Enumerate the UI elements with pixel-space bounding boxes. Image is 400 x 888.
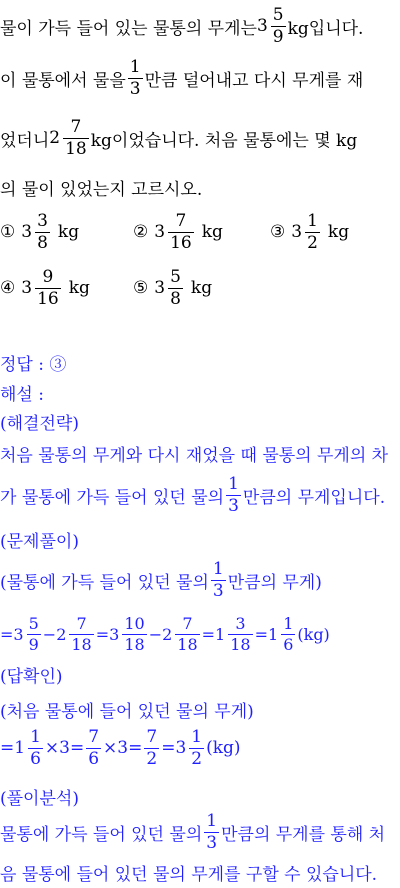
- text: (해결전략): [0, 413, 79, 434]
- numerator: 5: [170, 266, 181, 287]
- text: 물통에 가득 들어 있던 물의: [0, 824, 203, 845]
- unit: kg: [201, 222, 223, 242]
- denominator: 3: [228, 495, 239, 516]
- mixed-whole: 2: [56, 624, 67, 644]
- denominator: 6: [88, 748, 100, 769]
- denominator: 16: [170, 232, 192, 253]
- numerator: 5: [28, 613, 39, 633]
- fraction: [35, 266, 61, 309]
- mixed-whole: 3: [175, 738, 187, 758]
- mixed-whole: 3: [154, 278, 166, 298]
- denominator: 2: [307, 232, 318, 253]
- minus: −: [148, 624, 163, 644]
- text: 었더니: [0, 130, 50, 151]
- numerator: 1: [191, 726, 203, 747]
- text: 해설 :: [0, 384, 44, 405]
- unit: kg: [57, 222, 80, 242]
- mixed-whole: 3: [13, 624, 24, 644]
- text: (물통에 가득 들어 있던 물의: [0, 572, 209, 593]
- text: 만큼의 무게): [227, 572, 322, 593]
- numerator: 1: [206, 810, 218, 831]
- fraction: [86, 726, 101, 769]
- text: 처음 물통의 무게와 다시 재었을 때 물통의 무게의 차: [0, 445, 389, 466]
- numerator: 7: [88, 726, 100, 747]
- fraction: [168, 210, 194, 253]
- analysis-line-1: [0, 812, 385, 852]
- option-mark: ①: [0, 222, 16, 242]
- fraction: [204, 810, 219, 853]
- option-1[interactable]: [0, 212, 79, 252]
- times: ×3=: [44, 738, 85, 758]
- mixed-whole: 3: [256, 16, 268, 36]
- strategy-line-1: [0, 440, 388, 466]
- explanation-label: [0, 380, 44, 404]
- unit: (kg): [297, 624, 330, 644]
- numerator: 1: [212, 558, 224, 579]
- unit: kg: [68, 278, 90, 298]
- numerator: 10: [124, 613, 145, 633]
- fraction: [271, 4, 286, 47]
- text: 음 물통에 들어 있던 물의 무게를 구할 수 있습니다.: [0, 864, 378, 885]
- option-mark: ②: [133, 222, 149, 242]
- fraction: [211, 558, 226, 601]
- fraction: [28, 726, 43, 769]
- denominator: 18: [65, 138, 87, 159]
- numerator: 1: [283, 613, 294, 633]
- minus: −: [42, 624, 57, 644]
- text: 이 물통에서 물을: [0, 70, 126, 91]
- unit: kg: [190, 278, 213, 298]
- mixed-whole: 1: [14, 738, 26, 758]
- question-line-2: [0, 58, 363, 98]
- denominator: 3: [212, 580, 224, 601]
- fraction: [226, 473, 241, 516]
- denominator: 18: [124, 634, 145, 654]
- mixed-whole: 1: [268, 624, 279, 644]
- equals: =: [161, 738, 176, 758]
- option-mark: ③: [270, 222, 286, 242]
- fraction: [128, 56, 143, 99]
- solution-heading: [0, 527, 79, 551]
- equals: =: [95, 624, 110, 644]
- mixed-whole: 2: [49, 128, 61, 148]
- mixed-whole: 3: [21, 278, 33, 298]
- answer-label: [0, 350, 66, 374]
- text: 만큼의 무게입니다.: [242, 487, 386, 508]
- equals: =: [0, 738, 15, 758]
- denominator: 9: [28, 634, 39, 654]
- equals: =: [0, 624, 14, 644]
- numerator: 7: [70, 116, 82, 137]
- numerator: 1: [129, 56, 141, 77]
- mixed-whole: 3: [21, 222, 33, 242]
- text: (풀이분석): [0, 788, 79, 809]
- denominator: 6: [283, 634, 294, 654]
- text: 정답 : ③: [0, 354, 67, 375]
- fraction: [305, 210, 320, 253]
- option-4[interactable]: [0, 268, 90, 308]
- denominator: 2: [146, 748, 158, 769]
- text: (답확인): [0, 666, 63, 687]
- numerator: 7: [146, 726, 158, 747]
- fraction: [189, 726, 204, 769]
- unit: kg: [327, 222, 350, 242]
- text: 가 물통에 가득 들어 있던 물의: [0, 487, 225, 508]
- fraction: [63, 116, 89, 159]
- text: 만큼의 무게를 통해 처: [221, 824, 386, 845]
- option-5[interactable]: [133, 268, 212, 308]
- option-2[interactable]: [133, 212, 223, 252]
- mixed-whole: 3: [109, 624, 120, 644]
- mixed-whole: 3: [154, 222, 166, 242]
- option-3[interactable]: [270, 212, 349, 252]
- fraction: [281, 613, 295, 654]
- fraction: [168, 266, 183, 309]
- equals: =: [254, 624, 268, 644]
- times: ×3=: [103, 738, 143, 758]
- denominator: 6: [30, 748, 41, 769]
- numerator: 1: [307, 210, 318, 231]
- analysis-line-2: [0, 859, 377, 885]
- denominator: 18: [230, 634, 251, 654]
- text: 물이 가득 들어 있는 물통의 무게는: [0, 18, 257, 39]
- fraction: [175, 613, 199, 654]
- text: (문제풀이): [0, 531, 79, 552]
- fraction: [27, 613, 41, 654]
- denominator: 2: [191, 748, 203, 769]
- denominator: 8: [170, 288, 181, 309]
- numerator: 7: [182, 613, 193, 633]
- question-line-3: [0, 118, 357, 158]
- denominator: 3: [129, 78, 141, 99]
- denominator: 18: [71, 634, 92, 654]
- denominator: 8: [37, 232, 48, 253]
- question-line-4: [0, 172, 202, 202]
- check-equation: [0, 727, 241, 769]
- check-line-1: [0, 696, 254, 722]
- fraction: [122, 613, 146, 654]
- fraction: [35, 210, 50, 253]
- question-line-1: [0, 6, 363, 46]
- text: 의 물이 있었는지 고르시오.: [0, 179, 203, 200]
- strategy-heading: [0, 409, 79, 433]
- numerator: 1: [30, 726, 41, 747]
- numerator: 7: [76, 613, 87, 633]
- text: (처음 물통에 들어 있던 물의 무게): [0, 701, 254, 722]
- equals: =: [201, 624, 216, 644]
- denominator: 9: [272, 26, 284, 47]
- mixed-whole: 1: [215, 624, 226, 644]
- numerator: 9: [42, 266, 54, 287]
- fraction: [228, 613, 252, 654]
- fraction: [144, 726, 159, 769]
- solution-equation: [0, 614, 330, 654]
- text: kg입니다.: [287, 18, 364, 39]
- denominator: 3: [206, 832, 218, 853]
- solution-line-1: [0, 560, 322, 600]
- option-mark: ⑤: [133, 278, 149, 298]
- strategy-line-2: [0, 475, 385, 515]
- denominator: 16: [37, 288, 59, 309]
- numerator: 7: [175, 210, 187, 231]
- numerator: 3: [235, 613, 246, 633]
- analysis-heading: [0, 784, 79, 808]
- check-heading: [0, 662, 63, 686]
- numerator: 3: [37, 210, 48, 231]
- numerator: 5: [272, 4, 284, 25]
- unit: (kg): [206, 738, 241, 758]
- option-mark: ④: [0, 278, 16, 298]
- denominator: 18: [177, 634, 198, 654]
- mixed-whole: 3: [291, 222, 303, 242]
- text: kg이었습니다. 처음 물통에는 몇 kg: [90, 130, 358, 151]
- fraction: [69, 613, 93, 654]
- numerator: 1: [228, 473, 239, 494]
- mixed-whole: 2: [162, 624, 173, 644]
- text: 만큼 덜어내고 다시 무게를 재: [144, 70, 364, 91]
